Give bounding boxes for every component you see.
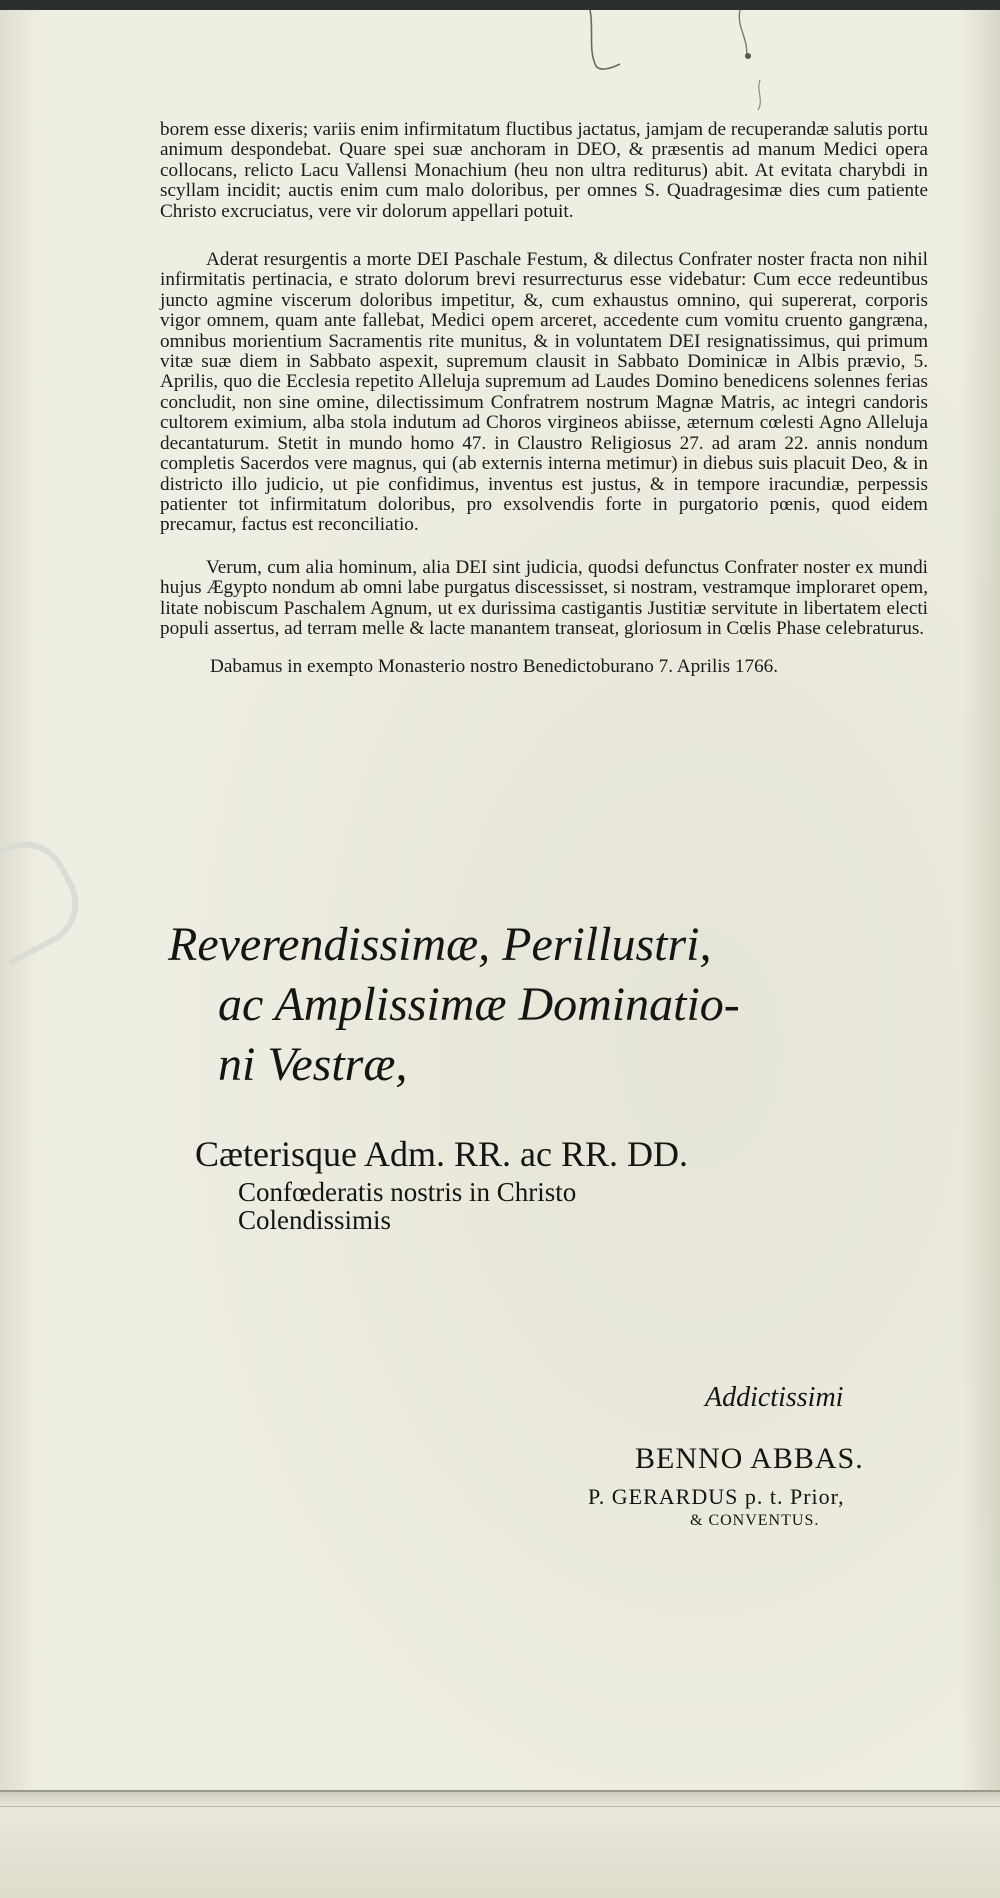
addressee-subline xyxy=(238,1178,938,1234)
addressee-subline-1: Confœderatis nostris in Christo xyxy=(238,1177,577,1207)
document-page xyxy=(0,10,1000,1898)
addressee-line: Cæterisque Adm. RR. ac RR. DD. xyxy=(195,1134,688,1174)
document-body xyxy=(160,120,928,678)
closing-addictissimi: Addictissimi xyxy=(705,1382,844,1413)
paragraph-1: borem esse dixeris; variis enim infirmitatum fluctibus jactatus, jamjam de recuperandæ salutis portu animum despondebat. Quare spei suæ anchoram in DEO, & præsentis ad manum Medici opera collocans, relicto Lacu Vallensi Monachium (heu non ultra rediturus) abit. At evitata charybdi in scyllam incidit; auctis enim cum malo doloribus, per omnes S. Quadragesimæ dies cum patiente Christo excruciatus, vere vir dolorum appellari potuit. xyxy=(160,119,928,222)
signature-prior: P. GERARDUS p. t. Prior, xyxy=(588,1484,845,1509)
ink-stain-mark xyxy=(560,10,800,120)
salutation-line-2: ac Amplissimæ Dominatio- xyxy=(218,978,740,1031)
page-edge-line xyxy=(0,1806,1000,1807)
signature-conventus: & CONVENTUS. xyxy=(690,1512,820,1529)
paragraph-2: Aderat resurgentis a morte DEI Paschale Festum, & dilectus Confrater noster fracta non nihil infirmitatis pertinacia, e strato dolorum brevi resurrecturus esse videbatur: Cum ecce redeuntibus juncto agmine viscerum doloribus impetitur, &, cum exhaustus omnino, qui supererat, corporis vigor omnem, quam ante fallebat, Medici opem arceret, accedente cum vomitu cruento gangræna, omnibus morientium Sacramentis rite munitus, & in voluntatem DEI resignatissimus, qui primum vitæ suæ diem in Sabbato aspexit, supremum clausit in Sabbato Dominicæ in Albis prævio, 5. Aprilis, quo die Ecclesia repetito Alleluja supremum ad Laudes Domino benedicens solennes ferias concludit, non sine omine, dilectissimum Confratrem nostrum Magnæ Matris, ac integri candoris cultorem eximium, alba stola indutum ad Choros virgineos abiisse, æternum cœlesti Agno Alleluja decantaturum. Stetit in mundo homo 47. in Claustro Religiosus 27. ad aram 22. annis nondum completis Sacerdos vere magnus, qui (ab externis interna metimur) in diebus suis placuit Deo, & in districto illo judicio, ut pie confidimus, inventus est justus, & in tempore iracundiæ, perpessis patienter tot infirmitatum doloribus, pro exsolvendis forte in purgatorio pœnis, quod eidem precamur, factus est reconciliatio. xyxy=(160,249,928,536)
salutation-line-1: Reverendissimæ, Perillustri, xyxy=(168,918,712,971)
signature-abbas: BENNO ABBAS. xyxy=(635,1442,864,1475)
paragraph-3: Verum, cum alia hominum, alia DEI sint judicia, quodsi defunctus Confrater noster ex mundi hujus Ægypto nondum ab omni labe purgatus discessisset, si nostram, vestramque imploraret opem, litate nobiscum Paschalem Agnum, ut ex durissima castigantis Justitiæ servitute in libertatem electi populi assertus, ad terram melle & lacte manantem transeat, gloriosum in Cœlis Phase celebraturus. xyxy=(160,556,928,639)
salutation-line-3: ni Vestræ, xyxy=(218,1038,408,1091)
addressee-subline-2: Colendissimis xyxy=(238,1205,392,1235)
paper-clip-shadow xyxy=(0,826,94,965)
salutation xyxy=(168,915,888,1095)
date-line: Dabamus in exempto Monasterio nostro Benedictoburano 7. Aprilis 1766. xyxy=(210,656,779,678)
